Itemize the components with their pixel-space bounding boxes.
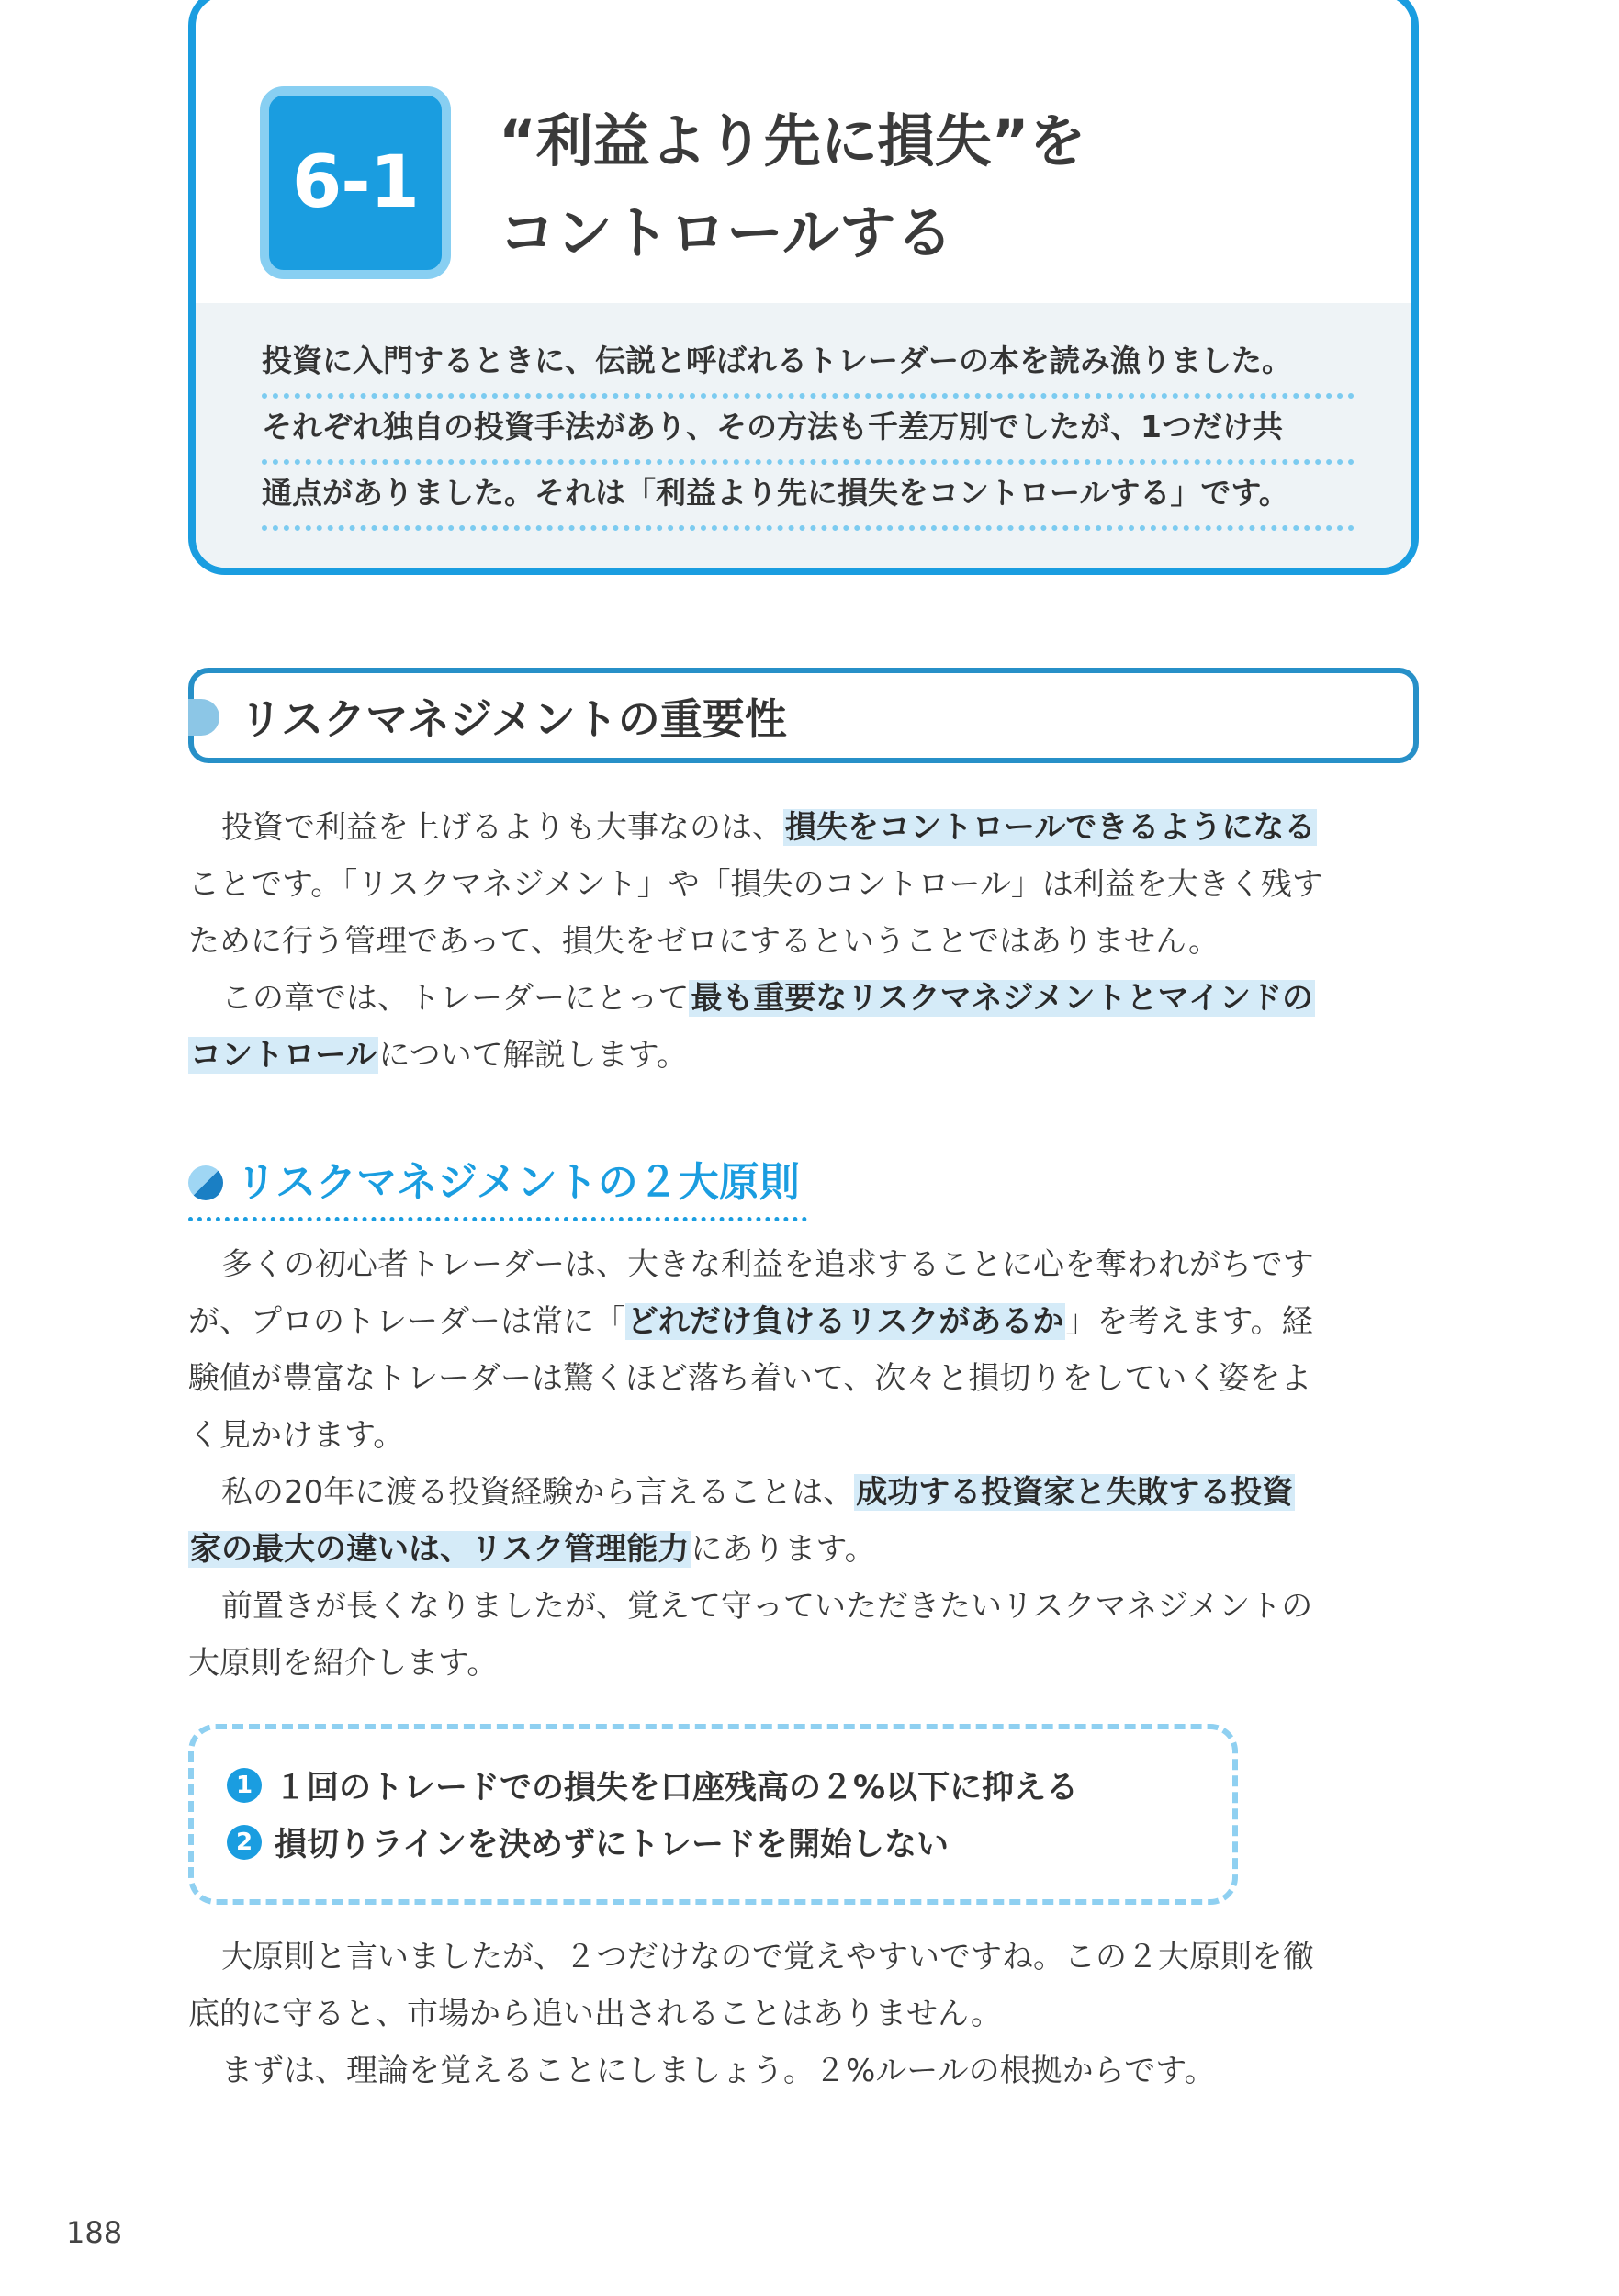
intro-line: それぞれ独自の投資手法があり、その方法も千差万別でしたが、1つだけ共 bbox=[262, 399, 1355, 465]
paragraph-2 bbox=[188, 970, 1419, 1084]
bullet-circle-icon bbox=[188, 1165, 223, 1200]
rule-item bbox=[227, 1762, 1078, 1808]
text: この章では、トレーダーにとって bbox=[221, 980, 690, 1017]
chapter-header-box bbox=[188, 0, 1419, 575]
paragraph-7 bbox=[188, 2043, 1419, 2099]
text: について解説します。 bbox=[378, 1037, 688, 1074]
rule-text: １回のトレードでの損失を口座残高の２%以下に抑える bbox=[275, 1770, 1079, 1806]
text: まずは、理論を覚えることにしましょう。２%ルールの根拠からです。 bbox=[221, 2053, 1216, 2089]
text: が、プロのトレーダーは常に「 bbox=[188, 1303, 625, 1340]
chapter-title-line2: コントロールする bbox=[499, 199, 953, 266]
highlight-text: 成功する投資家と失敗する投資 bbox=[856, 1474, 1294, 1511]
highlight-text: コントロール bbox=[190, 1037, 377, 1074]
chapter-number-badge: 6-1 bbox=[260, 86, 451, 279]
section-heading bbox=[188, 668, 1419, 763]
text: ために行う管理であって、損失をゼロにするということではありません。 bbox=[188, 923, 1220, 960]
subsection-title: リスクマネジメントの２大原則 bbox=[236, 1159, 800, 1206]
rule-text: 損切りラインを決めずにトレードを開始しない bbox=[275, 1827, 949, 1863]
text: 前置きが長くなりましたが、覚えて守っていただきたいリスクマネジメントの bbox=[221, 1588, 1313, 1625]
text: にあります。 bbox=[691, 1531, 876, 1568]
chapter-title-line1: “利益より先に損失”を bbox=[499, 107, 1086, 174]
intro-line: 通点がありました。それは「利益より先に損失をコントロールする」です。 bbox=[262, 465, 1355, 531]
text: 大原則と言いましたが、２つだけなので覚えやすいですね。この２大原則を徹 bbox=[221, 1939, 1314, 1975]
subsection-heading bbox=[188, 1153, 807, 1221]
section-tab-marker bbox=[188, 699, 219, 736]
section-title: リスクマネジメントの重要性 bbox=[240, 694, 787, 744]
highlight-text: 損失をコントロールできるようになる bbox=[785, 809, 1316, 846]
paragraph-5 bbox=[188, 1578, 1419, 1692]
rules-box bbox=[188, 1724, 1238, 1905]
text: 多くの初心者トレーダーは、大きな利益を追求することに心を奪われがちです bbox=[221, 1246, 1314, 1283]
page-number: 188 bbox=[66, 2215, 123, 2250]
text: 大原則を紹介します。 bbox=[188, 1645, 499, 1682]
intro-line: 投資に入門するときに、伝説と呼ばれるトレーダーの本を読み漁りました。 bbox=[262, 332, 1355, 399]
text: 」を考えます。経 bbox=[1065, 1303, 1313, 1340]
highlight-text: 家の最大の違いは、リスク管理能力 bbox=[190, 1531, 690, 1568]
text: 験値が豊富なトレーダーは驚くほど落ち着いて、次々と損切りをしていく姿をよ bbox=[188, 1360, 1312, 1397]
paragraph-1 bbox=[188, 799, 1419, 970]
paragraph-3 bbox=[188, 1236, 1419, 1464]
text: 私の20年に渡る投資経験から言えることは、 bbox=[221, 1474, 855, 1511]
text: く見かけます。 bbox=[188, 1417, 405, 1454]
paragraph-6 bbox=[188, 1929, 1419, 2043]
rule-item bbox=[227, 1819, 949, 1865]
number-circle-icon: 1 bbox=[227, 1768, 262, 1803]
paragraph-4 bbox=[188, 1464, 1419, 1578]
number-circle-icon: 2 bbox=[227, 1825, 262, 1860]
highlight-text: 最も重要なリスクマネジメントとマインドの bbox=[691, 980, 1313, 1017]
highlight-text: どれだけ負けるリスクがあるか bbox=[627, 1303, 1064, 1340]
text: ことです。「リスクマネジメント」や「損失のコントロール」は利益を大きく残す bbox=[188, 866, 1323, 903]
chapter-intro bbox=[196, 303, 1411, 575]
chapter-title bbox=[499, 96, 1086, 279]
text: 投資で利益を上げるよりも大事なのは、 bbox=[221, 809, 783, 846]
text: 底的に守ると、市場から追い出されることはありません。 bbox=[188, 1996, 1003, 2032]
